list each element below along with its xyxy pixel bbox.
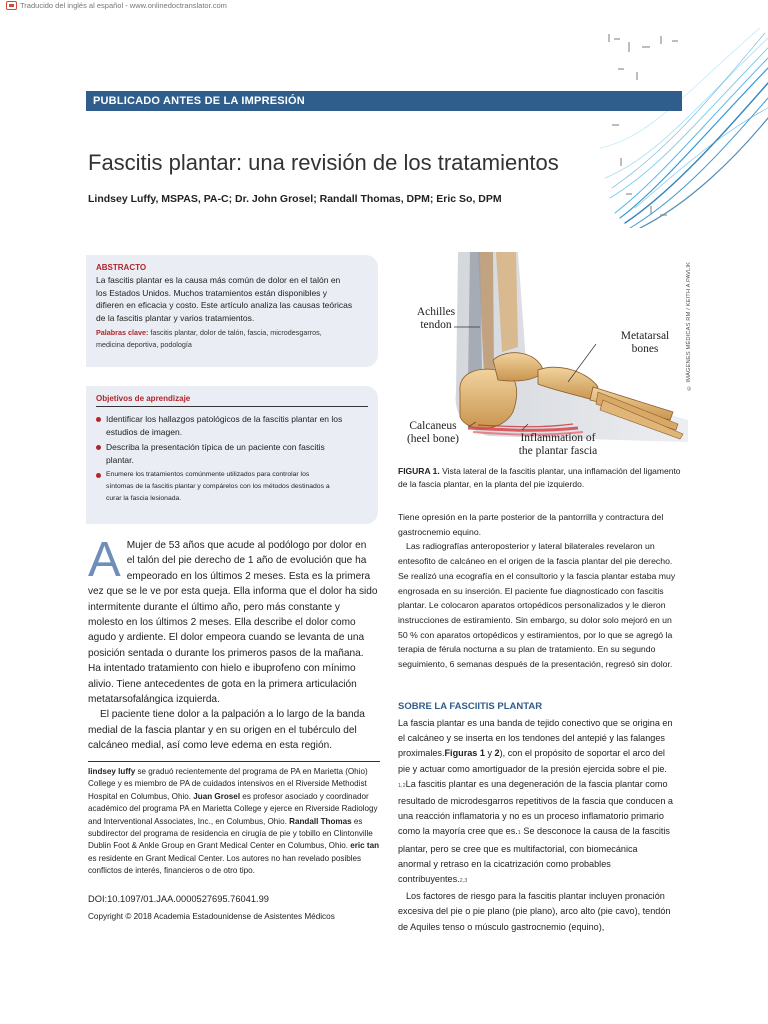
article-authors: Lindsey Luffy, MSPAS, PA-C; Dr. John Grosel; Randall Thomas, DPM; Eric So, DPM <box>88 193 502 205</box>
article-title: Fascitis plantar: una revisión de los tratamientos <box>88 150 559 175</box>
abstract-body: La fascitis plantar es la causa más común de dolor en el talón en los Estados Unidos. Muchos tratamientos están disponibles y difieren en eficacia y costo. Este artículo analiza las causas teóricas de la fascitis plantar y varios tratamientos. <box>96 275 353 323</box>
bullet-icon <box>96 473 101 478</box>
section-body: La fascia plantar es una banda de tejido conectivo que se origina en el calcáneo y se inserta en los tendones del antepié y las falanges proximales.Figuras 1 y 2), con el propósito de soportar el arco del pie y actuar como amortiguador de la presión ejercida sobre el pie. 1,2La fascitis plantar es una degeneración de la fascia plantar como resultado de microdesgarros repetitivos de la fascia que conducen a una reacción inflamatoria y no es un proceso inflamatorio primario como la mayoría cree que es.1 Se desconoce la causa de la fascitis plantar, pero se cree que es multifactorial, con biomecánica anormal y retraso en la cicatrización como probables contribuyentes.2,3 Los factores de riesgo para la fascitis plantar incluyen pronación excesiva del pie o pie plano (pie plano), arco alto (pie cavo), tendón de Aquiles tenso o músculo gastrocnemio (equino), <box>398 718 673 932</box>
section-banner: PUBLICADO ANTES DE LA IMPRESIÓN <box>86 91 682 111</box>
learning-objectives-box <box>86 386 378 524</box>
translator-logo-icon <box>6 1 17 10</box>
case-presentation-text <box>88 533 380 754</box>
drop-cap: A <box>88 533 121 587</box>
paragraph: El paciente tiene dolor a la palpación a lo largo de la banda medial de la fascia plantar y en su origen en el tubérculo del calcáneo medial, así como leve edema en esta región. <box>88 709 365 752</box>
author-footnote: lindsey luffy se graduó recientemente del programa de PA en Marietta (Ohio) College y es miembro de PA de cuidados intensivos en el Riverside Methodist Hospital en Columbus, Ohio. Juan Grosel es profesor asociado y coordinador académico del programa PA en Marietta College y ejerce en Riverside Radiology and Interventional Associates, Inc., en Columbus, Ohio. Randall Thomas es subdirector del programa de residencia en cirugía de pie y tobillo en Clintonville Dublin Foot & Ankle Group en Grant Medical Center en Columbus, Ohio. eric tan es residente en Grant Medical Center. Los autores no han revelado posibles conflictos de interés, financieros o de otro tipo. <box>88 767 380 876</box>
figure-caption: FIGURA 1. Vista lateral de la fascitis plantar, una inflamación del ligamento de la fascia plantar, en la planta del pie izquierdo. <box>398 466 681 489</box>
objective-item: Identificar los hallazgos patológicos de la fascitis plantar en los estudios de imagen. <box>96 413 368 438</box>
figure-credit: © IMÁGENES MÉDICAS RM / KEITH A PAVLIK <box>686 262 692 391</box>
doi-link[interactable]: DOI:10.1097/01.JAA.0000527695.76041.99 <box>88 894 269 904</box>
label-plantar-fascia: Inflammation of the plantar fascia <box>518 432 598 457</box>
citation-ref[interactable]: 1 <box>517 830 521 837</box>
decorative-swirl-graphic <box>600 28 768 228</box>
bullet-icon <box>96 445 101 450</box>
objective-item: Describa la presentación típica de un paciente con fascitis plantar. <box>96 441 368 466</box>
abstract-box <box>86 255 378 367</box>
label-calcaneus: Calcaneus (heel bone) <box>406 420 460 445</box>
figure-link[interactable]: Figuras 1 <box>444 748 485 759</box>
abstract-heading: ABSTRACTO <box>96 263 147 272</box>
figure-link[interactable]: 2 <box>494 748 500 759</box>
label-metatarsal-bones: Metatarsal bones <box>620 330 670 355</box>
translator-note[interactable] <box>6 1 227 10</box>
label-achilles-tendon: Achilles tendon <box>416 306 456 331</box>
bullet-icon <box>96 417 101 422</box>
abstract-keywords: Palabras clave: fascitis plantar, dolor de talón, fascia, microdesgarros, medicina deportiva, podología <box>96 328 322 349</box>
case-continuation-text: Tiene opresión en la parte posterior de la pantorrilla y contractura del gastrocnemio equino. Las radiografías anteroposterior y lateral bilaterales revelaron un entesofito de calcáneo en el origen de la fascia plantar del pie derecho. Se realizó una ecografía en el consultorio y la fascia plantar estaba muy engrosada en su inserción. El paciente fue diagnosticado con fascitis plantar. Le colocaron aparatos ortopédicos personalizados y le dieron instrucciones de estiramiento. Sin embargo, su dolor solo mejoró en un 50 % con aparatos ortopédicos y estiramientos, por lo que se agregó la terapia de férula nocturna a su plan de tratamiento. En su segundo seguimiento, 6 semanas después de la presentación, regresó sin dolor. <box>398 512 676 670</box>
copyright-notice: Copyright © 2018 Academia Estadounidense de Asistentes Médicos <box>88 912 335 921</box>
translator-text: Traducido del inglés al español - www.onlinedoctranslator.com <box>20 1 227 10</box>
footnote-divider <box>88 761 380 762</box>
section-heading: SOBRE LA FASCIITIS PLANTAR <box>398 701 543 712</box>
paragraph: Mujer de 53 años que acude al podólogo por dolor en el talón del pie derecho de 1 año de evolución que ha empeorado en los últimos 2 meses. Esta es la primera vez que se le ve por esta queja. Ella informa que el dolor ha sido intermitente durante el último año, pero más constante y molesto en los últimos 2 meses. Ella describe el dolor como agudo y ardiente. El dolor empeora cuando se levanta de una posición sentada o durante los primeros pasos de la mañana. Ha intentado tratamiento con hielo e ibuprofeno con mínimo alivio. Tiene antecedentes de gota en la primera articulación metatarsofalángica izquierda. <box>88 540 378 706</box>
citation-ref[interactable]: 1,2 <box>398 782 406 789</box>
objectives-heading: Objetivos de aprendizaje <box>96 394 368 407</box>
objective-item: Enumere los tratamientos comúnmente utilizados para controlar los síntomas de la fascitis plantar y compárelos con los métodos destinados a curar la fascia lesionada. <box>96 469 368 505</box>
citation-ref[interactable]: 2,3 <box>459 878 468 885</box>
